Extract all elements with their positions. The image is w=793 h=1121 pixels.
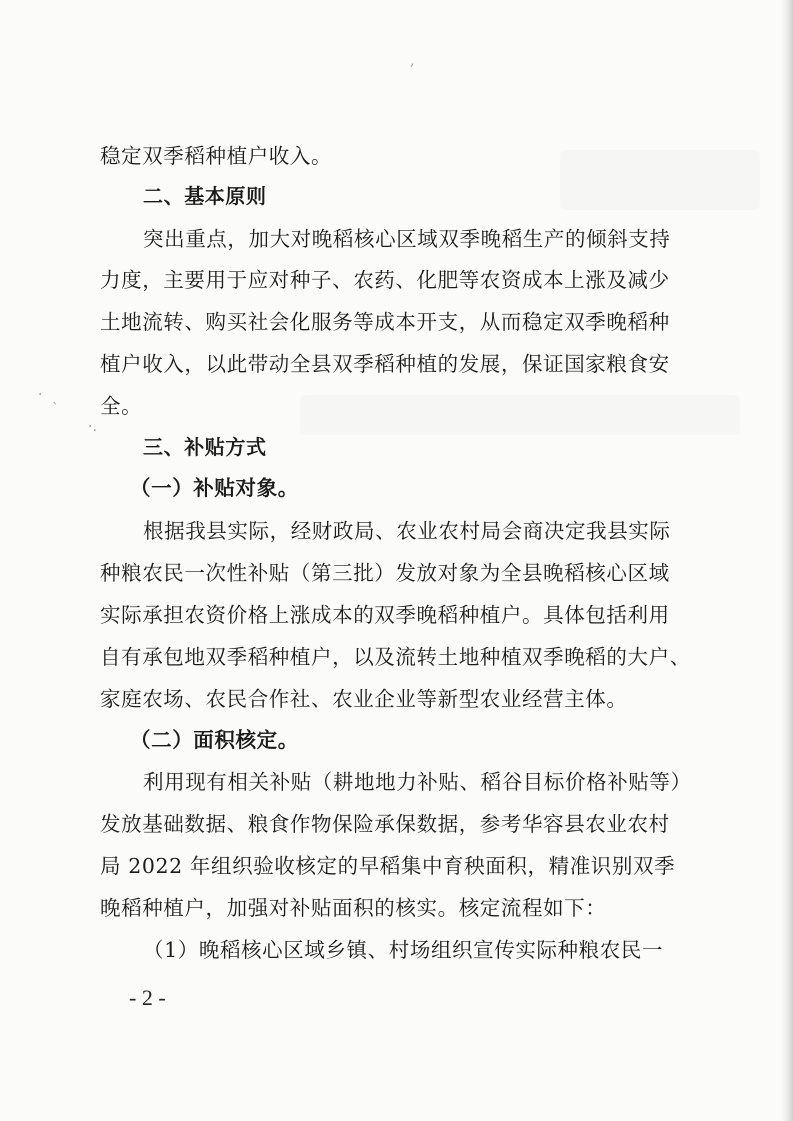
section-heading-subsidy-method: 三、补贴方式 <box>143 435 267 459</box>
text-line: 突出重点，加大对晚稻核心区域双季晚稻生产的倾斜支持 <box>143 227 671 251</box>
scan-speck: ` <box>52 401 59 417</box>
text-line: 稳定双季稻种植户收入。 <box>100 144 333 168</box>
bleed-through-shadow <box>300 395 740 435</box>
subheading-subsidy-target: （一）补贴对象。 <box>130 476 299 500</box>
text-line: 局 2022 年组织验收核定的早稻集中育秧面积，精准识别双季 <box>100 854 676 878</box>
subheading-area-verification: （二）面积核定。 <box>130 728 299 752</box>
page-number: - 2 - <box>129 985 166 1010</box>
text-line: 晚稻种植户，加强对补贴面积的核实。核定流程如下： <box>100 896 607 920</box>
text-line: （1）晚稻核心区域乡镇、村场组织宣传实际种粮农民一 <box>143 938 664 962</box>
text-line: 根据我县实际，经财政局、农业农村局会商决定我县实际 <box>143 519 671 543</box>
section-heading-principles: 二、基本原则 <box>143 184 267 208</box>
text-line: 全。 <box>100 394 143 418</box>
scan-edge-shadow <box>781 0 793 1121</box>
scan-speck: , <box>410 53 415 69</box>
text-line: 土地流转、购买社会化服务等成本开支，从而稳定双季晚稻种 <box>100 310 670 334</box>
scan-speck: · <box>38 387 43 403</box>
text-line: 发放基础数据、粮食作物保险承保数据，参考华容县农业农村 <box>100 812 670 836</box>
text-line: 种粮农民一次性补贴（第三批）发放对象为全县晚稻核心区域 <box>100 561 670 585</box>
scan-speck: ·. <box>88 419 97 435</box>
bleed-through-shadow <box>560 150 760 210</box>
text-line: 自有承包地双季稻种植户，以及流转土地种植双季晚稻的大户、 <box>100 645 691 669</box>
text-line: 家庭农场、农民合作社、农业企业等新型农业经营主体。 <box>100 687 628 711</box>
text-line: 利用现有相关补贴（耕地地力补贴、稻谷目标价格补贴等） <box>143 770 692 794</box>
text-line: 力度，主要用于应对种子、农药、化肥等农资成本上涨及减少 <box>100 268 670 292</box>
text-line: 植户收入，以此带动全县双季稻种植的发展，保证国家粮食安 <box>100 352 670 376</box>
text-line: 实际承担农资价格上涨成本的双季晚稻种植户。具体包括利用 <box>100 603 670 627</box>
